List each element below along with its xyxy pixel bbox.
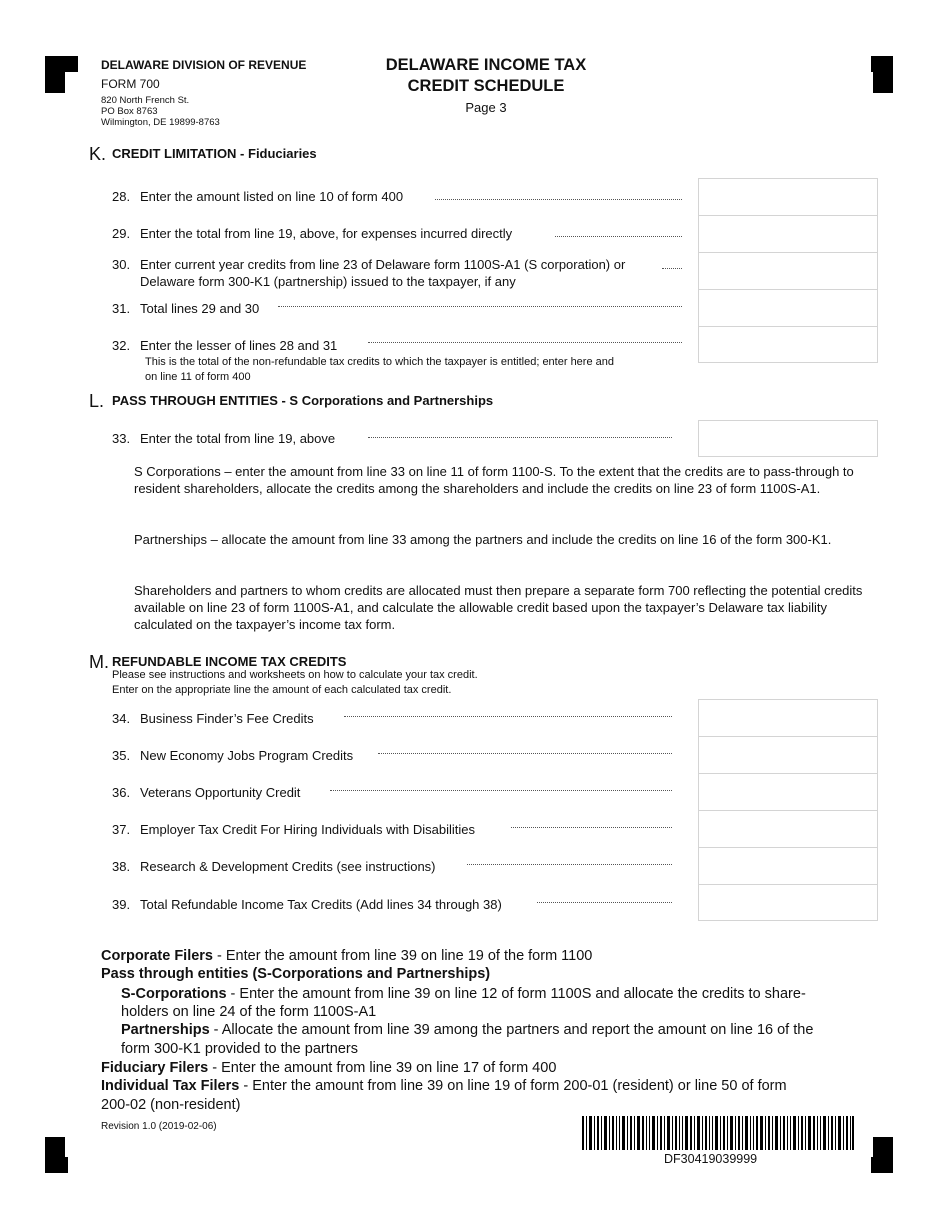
corporate-filers-text: - Enter the amount from line 39 on line 19 of the form 1100 [213, 948, 593, 964]
line-34-number: 34. [112, 711, 131, 726]
section-k-title: CREDIT LIMITATION - Fiduciaries [112, 146, 317, 161]
corporate-filers-instruction [101, 947, 592, 966]
line-32-note-1: This is the total of the non-refundable tax credits to which the taxpayer is entitled; enter here and [145, 356, 614, 368]
section-m-subtitle-1: Please see instructions and worksheets on how to calculate your tax credit. [112, 669, 478, 681]
line-36-number: 36. [112, 785, 131, 800]
line-29-leader [555, 236, 682, 237]
corner-mark-top-right-tab [871, 56, 893, 72]
line-37-leader [511, 827, 672, 828]
line-38-amount-field[interactable] [698, 847, 878, 885]
s-corporations-instruction [121, 985, 806, 1004]
corporate-filers-label: Corporate Filers [101, 948, 213, 964]
address-line-1: 820 North French St. [101, 95, 190, 106]
s-corporations-text: - Enter the amount from line 39 on line 12 of form 1100S and allocate the credits to share- [226, 986, 806, 1002]
line-33-amount-field[interactable] [698, 420, 878, 457]
line-29-number: 29. [112, 226, 131, 241]
line-35-amount-field[interactable] [698, 736, 878, 774]
line-28-number: 28. [112, 189, 131, 204]
line-28-amount-field[interactable] [698, 178, 878, 216]
line-29-label: Enter the total from line 19, above, for expenses incurred directly [140, 226, 513, 241]
address-line-3: Wilmington, DE 19899-8763 [101, 117, 220, 128]
line-33-leader [368, 437, 672, 438]
line-30-leader [662, 268, 682, 269]
section-m-title: REFUNDABLE INCOME TAX CREDITS [112, 654, 347, 669]
line-38-label: Research & Development Credits (see instructions) [140, 859, 436, 874]
corner-mark-top-left-tab [45, 56, 78, 72]
individual-filers-instruction [101, 1077, 787, 1096]
shareholders-paragraph: Shareholders and partners to whom credits are allocated must then prepare a separate form 700 reflecting the potential credits available on line 23 of form 1100S-A1, and calculate the allowable credit based upon the taxpayer’s Delaware tax liability calculated on the taxpayer’s income tax form. [134, 583, 863, 632]
line-32-amount-field[interactable] [698, 326, 878, 363]
section-m-letter: M. [89, 652, 109, 672]
line-32-label: Enter the lesser of lines 28 and 31 [140, 338, 338, 353]
line-30-number: 30. [112, 257, 131, 272]
line-33-number: 33. [112, 431, 131, 446]
line-35-label: New Economy Jobs Program Credits [140, 748, 354, 763]
individual-filers-text: - Enter the amount from line 39 on line 19 of form 200-01 (resident) or line 50 of form [239, 1078, 787, 1094]
line-32-note-2: on line 11 of form 400 [145, 371, 251, 383]
line-36-label: Veterans Opportunity Credit [140, 785, 301, 800]
fiduciary-filers-label: Fiduciary Filers [101, 1060, 209, 1076]
individual-filers-label: Individual Tax Filers [101, 1078, 240, 1094]
s-corporations-paragraph: S Corporations – enter the amount from line 33 on line 11 of form 1100-S. To the extent that the credits are to pass-through to resident shareholders, allocate the credits among the shareholders and include the credits on line 23 of form 1100S-A1. [134, 464, 854, 496]
line-31-label: Total lines 29 and 30 [140, 301, 260, 316]
line-37-number: 37. [112, 822, 131, 837]
line-38-number: 38. [112, 859, 131, 874]
form-title-line-1: DELAWARE INCOME TAX [385, 56, 587, 74]
line-34-leader [344, 716, 672, 717]
revision-label: Revision 1.0 (2019-02-06) [101, 1121, 217, 1132]
line-34-label: Business Finder’s Fee Credits [140, 711, 314, 726]
line-31-leader [278, 306, 682, 307]
line-31-number: 31. [112, 301, 131, 316]
line-37-amount-field[interactable] [698, 810, 878, 848]
partnerships-label: Partnerships [121, 1022, 210, 1038]
section-l-letter: L. [89, 391, 105, 411]
page-number: Page 3 [465, 100, 507, 115]
line-32-leader [368, 342, 682, 343]
pass-through-heading [101, 965, 490, 984]
corner-mark-bottom-right-tab [871, 1157, 893, 1173]
line-31-amount-field[interactable] [698, 289, 878, 327]
line-35-number: 35. [112, 748, 131, 763]
fiduciary-filers-text: - Enter the amount from line 39 on line 17 of form 400 [208, 1060, 557, 1076]
corner-mark-bottom-left-tab [45, 1157, 68, 1173]
agency-name: DELAWARE DIVISION OF REVENUE [101, 58, 307, 72]
partnerships-instruction [121, 1021, 813, 1040]
section-m-subtitle-2: Enter on the appropriate line the amount of each calculated tax credit. [112, 684, 452, 696]
line-35-leader [378, 753, 672, 754]
barcode-graphic [582, 1116, 854, 1150]
s-corporations-instruction-continued: holders on line 24 of the form 1100S-A1 [121, 1004, 377, 1020]
line-32-number: 32. [112, 338, 131, 353]
line-39-number: 39. [112, 897, 131, 912]
line-28-label: Enter the amount listed on line 10 of form 400 [140, 189, 404, 204]
line-29-amount-field[interactable] [698, 215, 878, 253]
line-33-label: Enter the total from line 19, above [140, 431, 336, 446]
fiduciary-filers-instruction [101, 1059, 556, 1078]
individual-filers-instruction-continued: 200-02 (non-resident) [101, 1097, 241, 1113]
section-k-letter: K. [89, 144, 107, 164]
partnerships-instruction-continued: form 300-K1 provided to the partners [121, 1041, 358, 1057]
address-line-2: PO Box 8763 [101, 106, 158, 117]
line-34-amount-field[interactable] [698, 699, 878, 737]
line-28-leader [435, 199, 682, 200]
line-37-label: Employer Tax Credit For Hiring Individuals with Disabilities [140, 822, 475, 837]
line-38-leader [467, 864, 672, 865]
line-30-label-continued: Delaware form 300-K1 (partnership) issued to the taxpayer, if any [140, 274, 516, 289]
partnerships-text: - Allocate the amount from line 39 among the partners and report the amount on line 16 of the [209, 1022, 814, 1038]
partnerships-paragraph: Partnerships – allocate the amount from line 33 among the partners and include the credits on line 16 of the form 300-K1. [134, 532, 832, 547]
line-39-amount-field[interactable] [698, 884, 878, 921]
barcode-number: DF30419039999 [664, 1152, 758, 1166]
s-corporations-label: S-Corporations [121, 986, 227, 1002]
line-39-leader [537, 902, 672, 903]
line-36-amount-field[interactable] [698, 773, 878, 811]
form-number: FORM 700 [101, 77, 160, 91]
pass-through-heading-text: Pass through entities (S-Corporations and Partnerships) [101, 966, 491, 982]
form-title-line-2: CREDIT SCHEDULE [407, 77, 565, 95]
line-39-label: Total Refundable Income Tax Credits (Add lines 34 through 38) [140, 897, 502, 912]
line-36-leader [330, 790, 672, 791]
line-30-amount-field[interactable] [698, 252, 878, 290]
section-l-title: PASS THROUGH ENTITIES - S Corporations and Partnerships [112, 393, 494, 408]
line-30-label: Enter current year credits from line 23 of Delaware form 1100S-A1 (S corporation) or [140, 257, 626, 272]
